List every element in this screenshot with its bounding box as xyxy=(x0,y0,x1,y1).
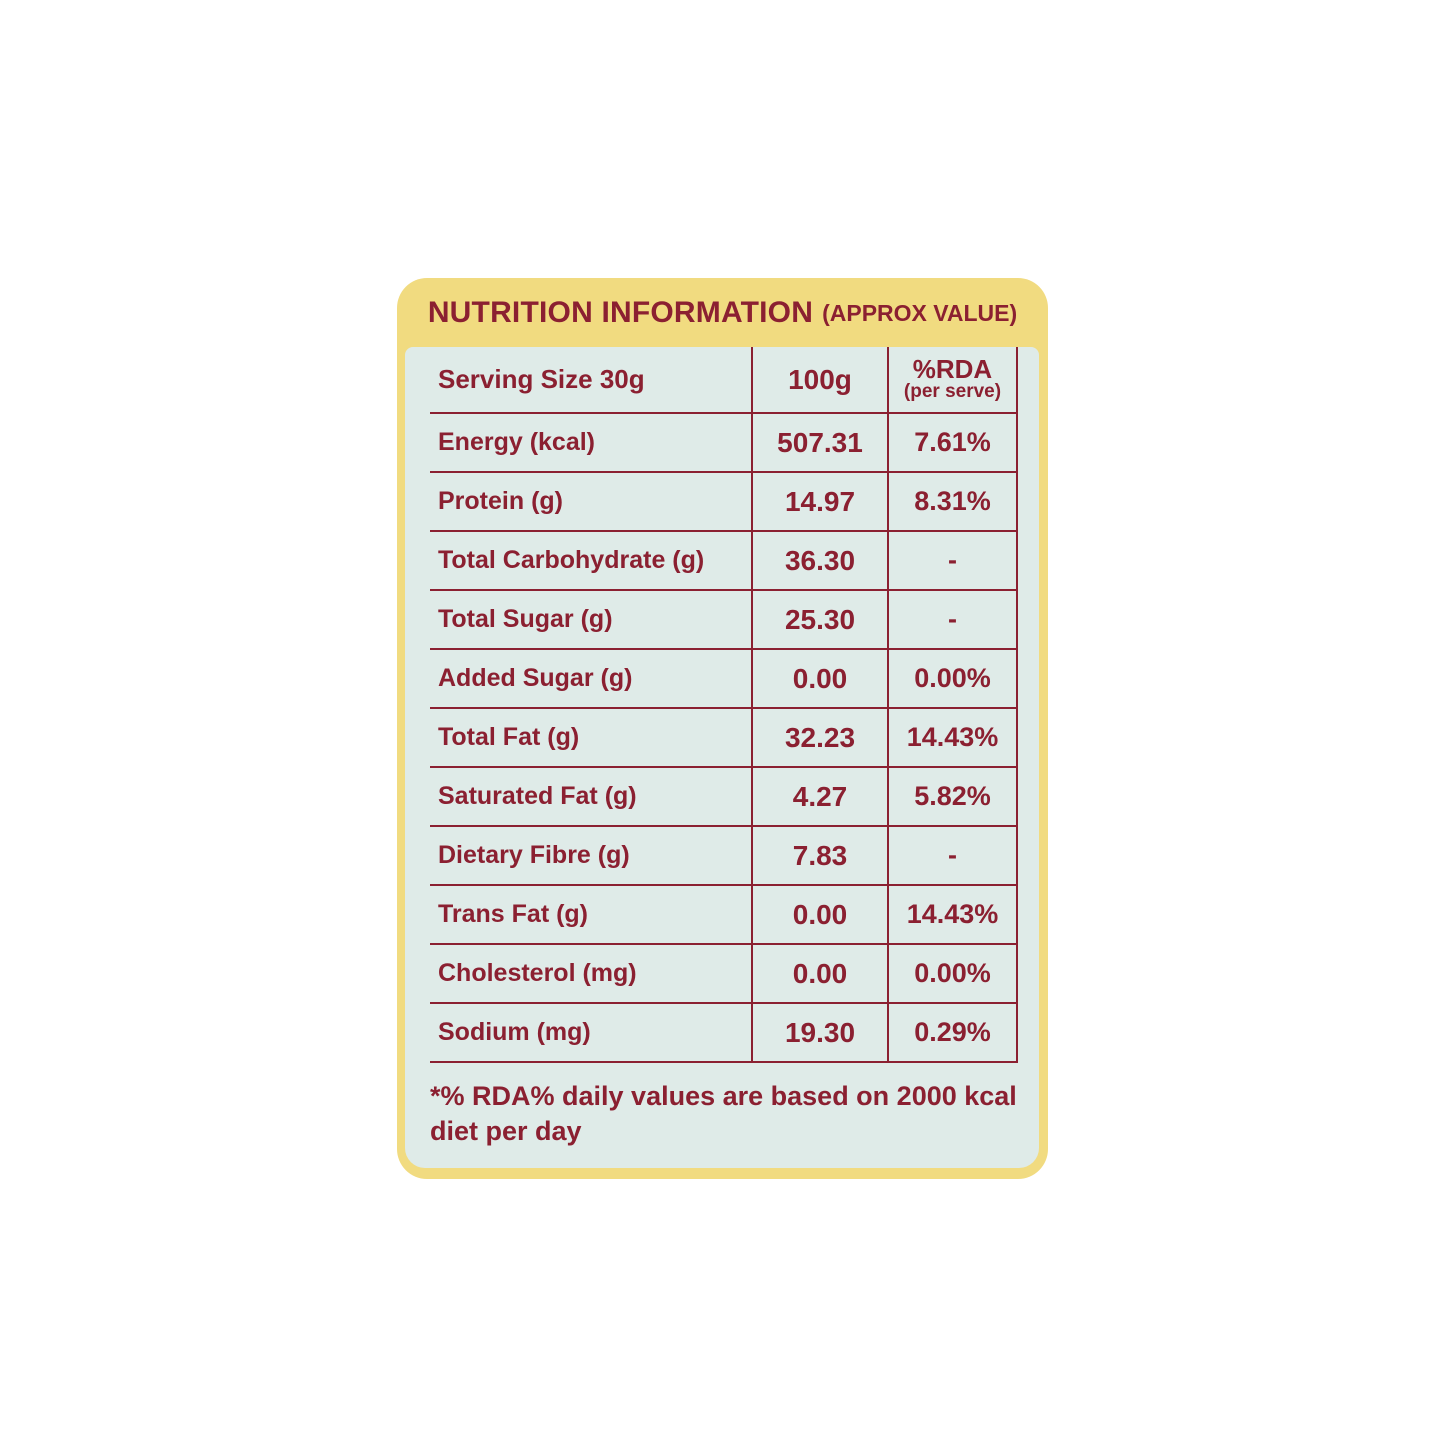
row-label: Protein (g) xyxy=(430,472,752,531)
row-rda: - xyxy=(888,531,1017,590)
row-label: Cholesterol (mg) xyxy=(430,944,752,1003)
row-label: Energy (kcal) xyxy=(430,413,752,472)
card-header xyxy=(397,278,1048,347)
row-label: Total Carbohydrate (g) xyxy=(430,531,752,590)
row-rda: 0.29% xyxy=(888,1003,1017,1062)
row-value: 4.27 xyxy=(752,767,888,826)
row-rda: 0.00% xyxy=(888,649,1017,708)
table-row xyxy=(430,826,1017,885)
row-value: 19.30 xyxy=(752,1003,888,1062)
row-rda: 14.43% xyxy=(888,885,1017,944)
row-rda: 7.61% xyxy=(888,413,1017,472)
row-label: Sodium (mg) xyxy=(430,1003,752,1062)
row-rda: 8.31% xyxy=(888,472,1017,531)
table-row xyxy=(430,1003,1017,1062)
row-rda: 5.82% xyxy=(888,767,1017,826)
serving-size-header: Serving Size 30g xyxy=(430,347,752,413)
row-value: 7.83 xyxy=(752,826,888,885)
row-rda: 14.43% xyxy=(888,708,1017,767)
row-value: 36.30 xyxy=(752,531,888,590)
table-row xyxy=(430,885,1017,944)
table-row xyxy=(430,590,1017,649)
table-row xyxy=(430,708,1017,767)
row-label: Added Sugar (g) xyxy=(430,649,752,708)
card-title-suffix: (APPROX VALUE) xyxy=(822,300,1018,326)
nutrition-table xyxy=(430,347,1018,1063)
table-row xyxy=(430,649,1017,708)
rda-header-main: %RDA xyxy=(912,354,993,385)
row-value: 14.97 xyxy=(752,472,888,531)
row-label: Dietary Fibre (g) xyxy=(430,826,752,885)
row-label: Trans Fat (g) xyxy=(430,885,752,944)
row-value: 0.00 xyxy=(752,649,888,708)
per-100g-header: 100g xyxy=(752,347,888,413)
rda-footnote: *% RDA% daily values are based on 2000 kcal diet per day xyxy=(430,1081,1017,1147)
card-title: NUTRITION INFORMATION xyxy=(427,295,814,329)
table-panel xyxy=(405,347,1039,1168)
row-value: 32.23 xyxy=(752,708,888,767)
table-row xyxy=(430,767,1017,826)
row-value: 0.00 xyxy=(752,885,888,944)
table-header-row xyxy=(430,347,1017,413)
row-label: Total Sugar (g) xyxy=(430,590,752,649)
table-row xyxy=(430,413,1017,472)
row-label: Saturated Fat (g) xyxy=(430,767,752,826)
row-rda: 0.00% xyxy=(888,944,1017,1003)
row-label: Total Fat (g) xyxy=(430,708,752,767)
table-row xyxy=(430,944,1017,1003)
row-value: 507.31 xyxy=(752,413,888,472)
row-rda: - xyxy=(888,826,1017,885)
rda-header-sub: (per serve) xyxy=(903,381,1002,403)
row-rda: - xyxy=(888,590,1017,649)
rda-header xyxy=(888,347,1017,413)
row-value: 25.30 xyxy=(752,590,888,649)
table-row xyxy=(430,531,1017,590)
row-value: 0.00 xyxy=(752,944,888,1003)
nutrition-label-card xyxy=(397,278,1048,1179)
table-row xyxy=(430,472,1017,531)
